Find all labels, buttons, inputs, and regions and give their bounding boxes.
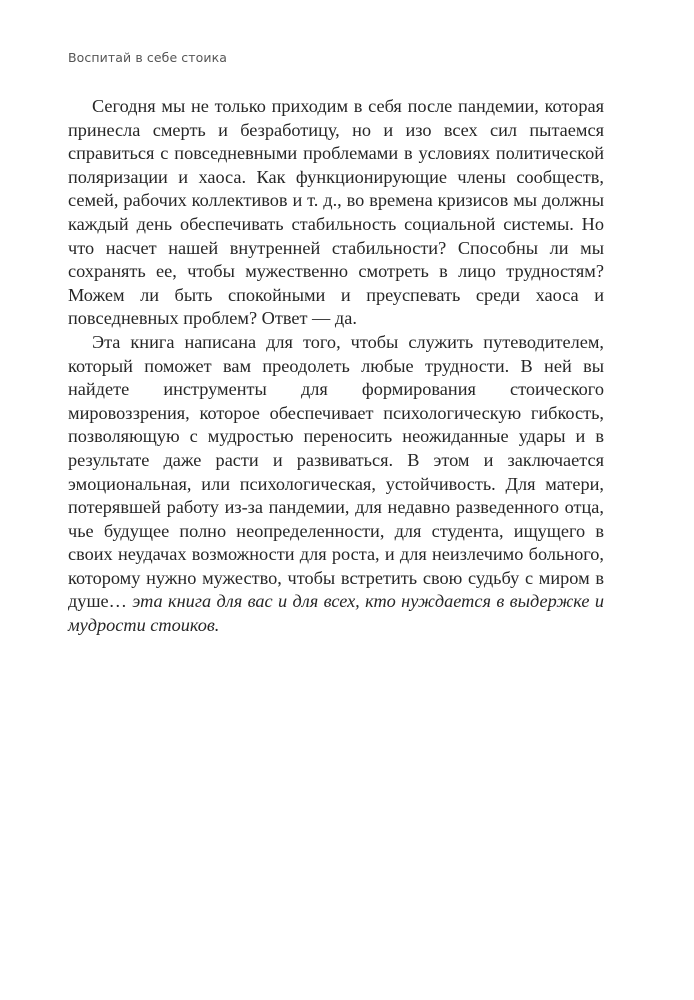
paragraph-2-italic: эта книга для вас и для всех, кто нуждается в выдержке и мудрости стоиков. [68,591,604,636]
paragraph-2 [68,331,604,638]
body-text [68,95,604,638]
paragraph-2-text: Эта книга написана для того, чтобы служить путеводителем, который поможет вам преодолеть любые трудности. В ней вы найдете инструменты для формирования стоического мировоззрения, которое обеспечивает психологическую гибкость, позволяющую с мудростью переносить неожиданные удары и в результате даже расти и развиваться. В этом и заключается эмоциональная, или психологическая, устойчивость. Для матери, потерявшей работу из-за пандемии, для недавно разведенного отца, чье будущее полно неопределенности, для студента, ищущего в своих неудачах возможности для роста, и для неизлечимо больного, которому нужно мужество, чтобы встретить свою судьбу с миром в душе… [68,331,604,612]
running-header: Воспитай в себе стоика [68,50,228,65]
paragraph-1: Сегодня мы не только приходим в себя после пандемии, которая принесла смерть и безработицу, но и изо всех сил пытаемся справиться с повседневными проблемами в условиях политической поляризации и хаоса. Как функционирующие члены сообществ, семей, рабочих коллективов и т. д., во времена кризисов мы должны каждый день обеспечивать стабильность социальной системы. Но что насчет нашей внутренней стабильности? Способны ли мы сохранять ее, чтобы мужественно смотреть в лицо трудностям? Можем ли быть спокойными и преуспевать среди хаоса и повседневных проблем? Ответ — да. [68,96,604,329]
